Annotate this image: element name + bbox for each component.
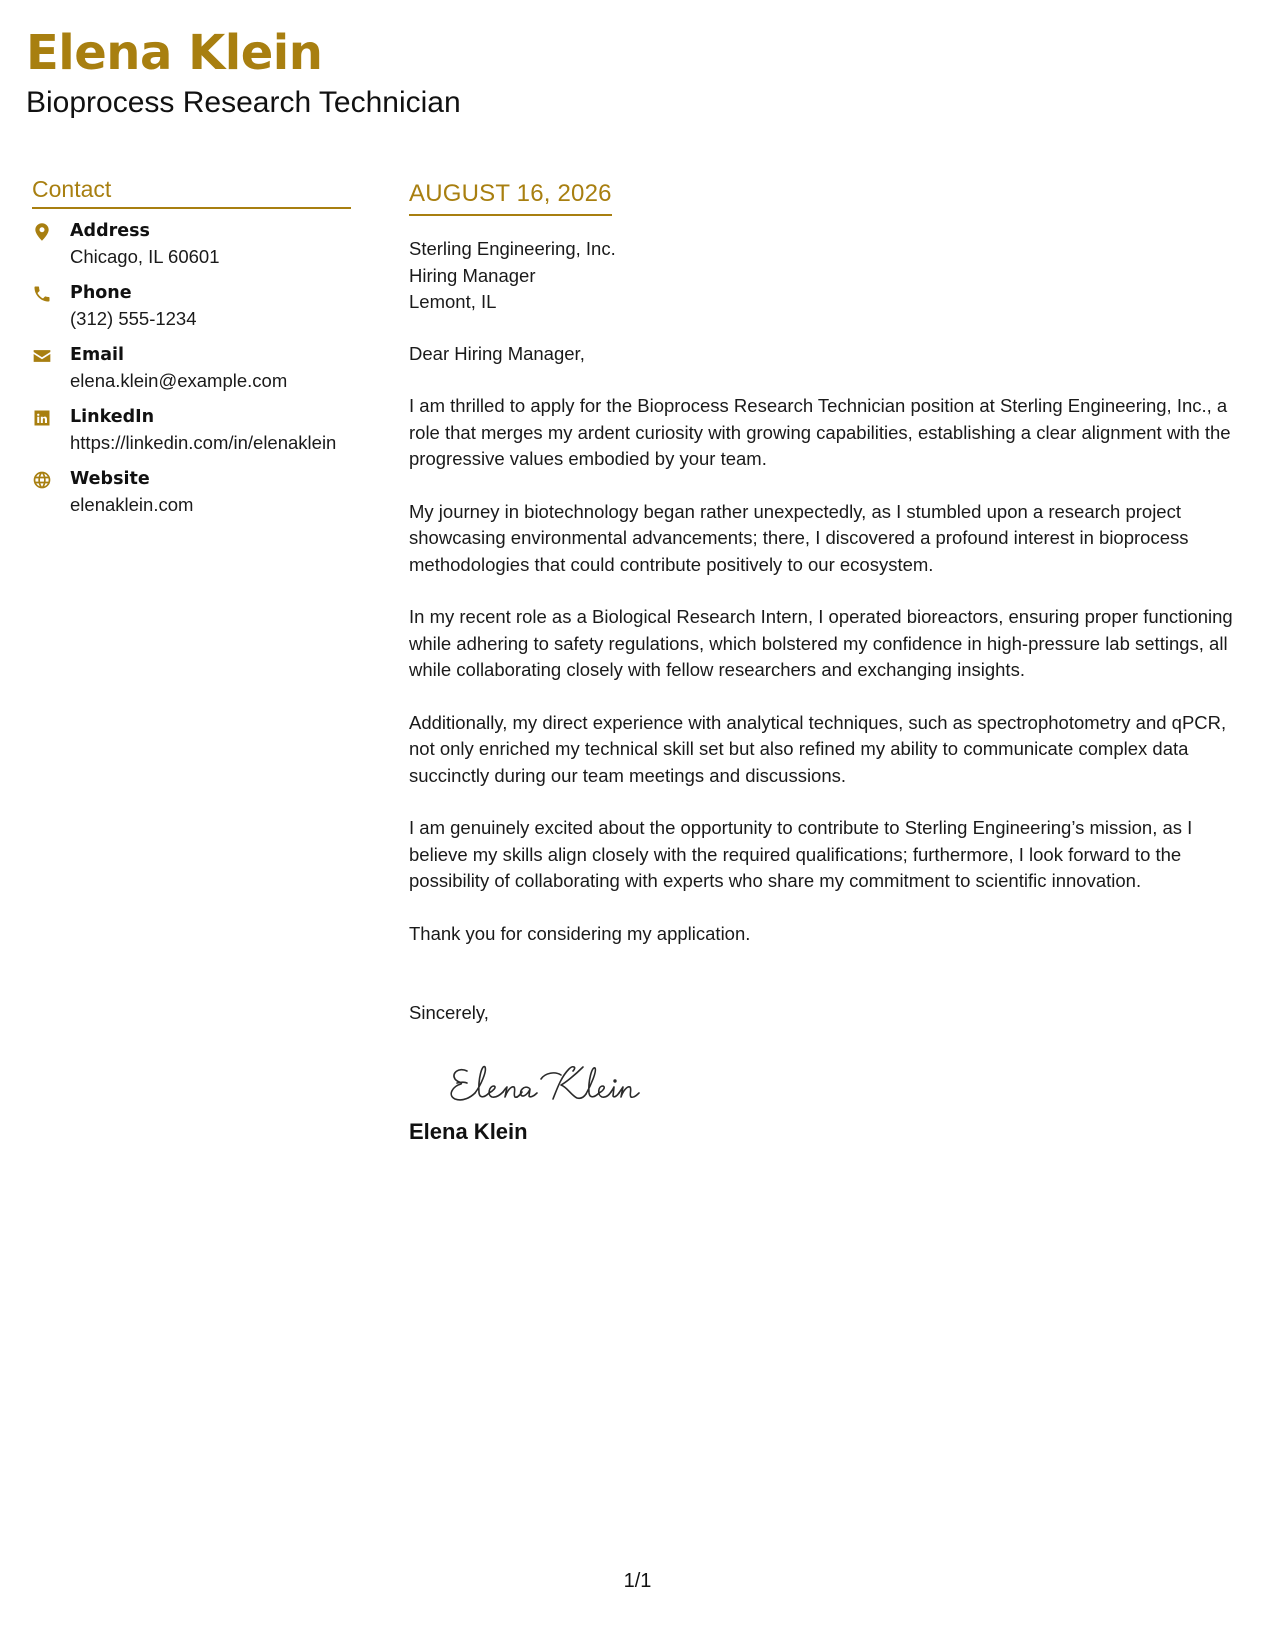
- signer-name: Elena Klein: [409, 1118, 528, 1144]
- contact-list: [32, 219, 351, 517]
- contact-value[interactable]: elena.klein@example.com: [70, 370, 288, 391]
- letter-body: [409, 180, 1249, 1145]
- signature: [445, 1049, 1249, 1109]
- recipient-location: Lemont, IL: [409, 291, 497, 312]
- linkedin-icon: [32, 405, 70, 431]
- job-title: Bioprocess Research Technician: [26, 86, 461, 119]
- contact-label: Address: [70, 221, 150, 241]
- contact-heading: Contact: [32, 175, 351, 209]
- phone-icon: [32, 281, 70, 307]
- recipient-company: Sterling Engineering, Inc.: [409, 238, 616, 259]
- letter-date: AUGUST 16, 2026: [409, 180, 612, 216]
- contact-phone: [32, 281, 351, 331]
- contact-website: [32, 467, 351, 517]
- paragraph: Thank you for considering my application.: [409, 922, 751, 944]
- header: [26, 22, 461, 120]
- applicant-name: Elena Klein: [26, 25, 323, 81]
- paragraph: Additionally, my direct experience with analytical techniques, such as spectrophotometry and qPCR, not only enriched my technical skill set but also refined my ability to communicate complex data succinctly during our team meetings and discussions.: [409, 711, 1227, 786]
- salutation: Dear Hiring Manager,: [409, 342, 585, 364]
- recipient-contact: Hiring Manager: [409, 264, 536, 286]
- paragraph: In my recent role as a Biological Research Intern, I operated bioreactors, ensuring proper functioning while adhering to safety regulations, which bolstered my confidence in high-pressure lab settings, all while collaborating closely with fellow researchers and exchanging insights.: [409, 606, 1233, 680]
- closing: Sincerely,: [409, 1002, 489, 1023]
- contact-value[interactable]: https://linkedin.com/in/elenaklein: [70, 432, 337, 453]
- paragraph: I am thrilled to apply for the Bioprocess Research Technician position at Sterling Engineering, Inc., a role that merges my ardent curiosity with growing capabilities, establishing a clear alignment with the progressive values embodied by your team.: [409, 395, 1231, 469]
- contact-label: Email: [70, 345, 124, 365]
- page-number: 1/1: [623, 1570, 652, 1592]
- contact-email: [32, 343, 351, 393]
- letter-text: [409, 341, 1249, 1027]
- contact-linkedin: [32, 405, 351, 455]
- contact-label: Phone: [70, 283, 132, 303]
- signature-image: [445, 1049, 645, 1109]
- contact-label: Website: [70, 469, 150, 489]
- recipient-block: [409, 236, 1249, 316]
- paragraph: My journey in biotechnology began rather unexpectedly, as I stumbled upon a research project showcasing environmental advancements; there, I discovered a profound interest in bioprocess methodologies that could contribute positively to our ecosystem.: [409, 500, 1189, 575]
- email-icon: [32, 343, 70, 369]
- contact-label: LinkedIn: [70, 407, 155, 427]
- paragraph: I am genuinely excited about the opportunity to contribute to Sterling Engineering’s mission, as I believe my skills align closely with the required qualifications; furthermore, I look forward to the possibility of collaborating with experts who share my commitment to scientific innovation.: [409, 817, 1193, 891]
- contact-value[interactable]: elenaklein.com: [70, 494, 194, 515]
- contact-address: [32, 219, 351, 269]
- contact-value: (312) 555-1234: [70, 308, 197, 329]
- map-pin-icon: [32, 219, 70, 245]
- contact-value: Chicago, IL 60601: [70, 246, 220, 267]
- contact-sidebar: [32, 175, 351, 529]
- globe-icon: [32, 467, 70, 493]
